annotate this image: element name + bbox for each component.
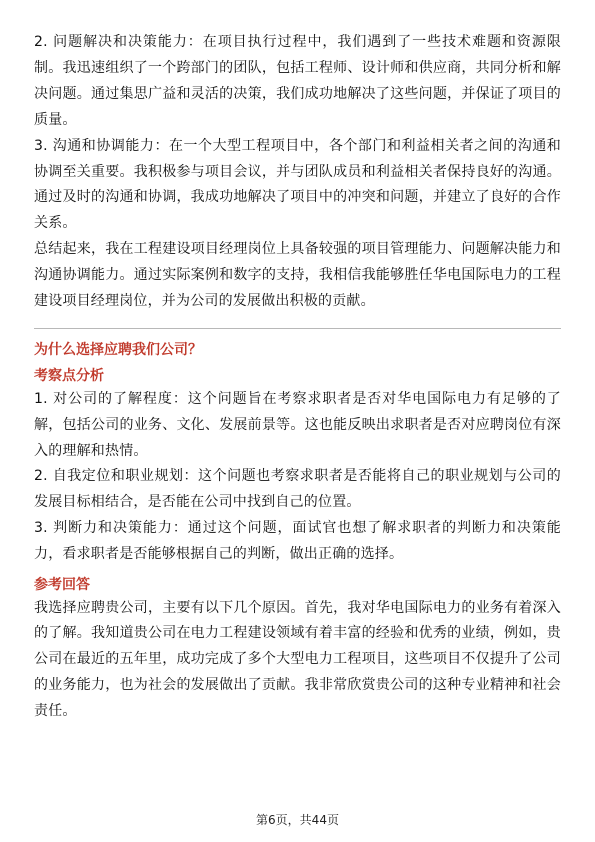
paragraph-summary: 总结起来，我在工程建设项目经理岗位上具备较强的项目管理能力、问题解决能力和沟通协调能力。通过实际案例和数字的支持，我相信我能够胜任华电国际电力的工程建设项目经理岗位，并为公司的发展做出积极的贡献。 (34, 241, 561, 310)
analysis-item-judgement: 3. 判断力和决策能力：通过这个问题，面试官也想了解求职者的判断力和决策能力，看求职者是否能够根据自己的判断，做出正确的选择。 (34, 519, 561, 562)
answer-paragraph: 我选择应聘贵公司，主要有以下几个原因。首先，我对华电国际电力的业务有着深入的了解。我知道贵公司在电力工程建设领域有着丰富的经验和优秀的业绩，例如，贵公司在最近的五年里，成功完成了多个大型电力工程项目，这些项目不仅提升了公司的业务能力，也为社会的发展做出了贡献。我非常欣赏贵公司的这种专业精神和社会责任。 (34, 599, 561, 719)
page-number: 第6页，共44页 (256, 813, 339, 827)
answer-heading: 参考回答 (34, 576, 90, 593)
analysis-item-career-planning: 2. 自我定位和职业规划：这个问题也考察求职者是否能将自己的职业规划与公司的发展目标相结合，是否能在公司中找到自己的位置。 (34, 468, 561, 511)
paragraph-problem-solving: 2. 问题解决和决策能力：在项目执行过程中，我们遇到了一些技术难题和资源限制。我迅速组织了一个跨部门的团队，包括工程师、设计师和供应商，共同分析和解决问题。通过集思广益和灵活的决策，我们成功地解决了这些问题，并保证了项目的质量。 (34, 34, 561, 128)
analysis-heading: 考察点分析 (34, 367, 104, 384)
paragraph-communication: 3. 沟通和协调能力：在一个大型工程项目中，各个部门和利益相关者之间的沟通和协调至关重要。我积极参与项目会议，并与团队成员和利益相关者保持良好的沟通。通过及时的沟通和协调，我成功地解决了项目中的冲突和问题，并建立了良好的合作关系。 (34, 137, 561, 232)
document-page (34, 30, 561, 725)
previous-answer-continuation (34, 30, 561, 315)
question-section (34, 339, 561, 725)
analysis-item-company-knowledge: 1. 对公司的了解程度：这个问题旨在考察求职者是否对华电国际电力有足够的了解，包括公司的业务、文化、发展前景等。这也能反映出求职者是否对应聘岗位有深入的理解和热情。 (34, 390, 561, 459)
question-title: 为什么选择应聘我们公司？ (34, 341, 202, 358)
section-divider (34, 328, 561, 329)
